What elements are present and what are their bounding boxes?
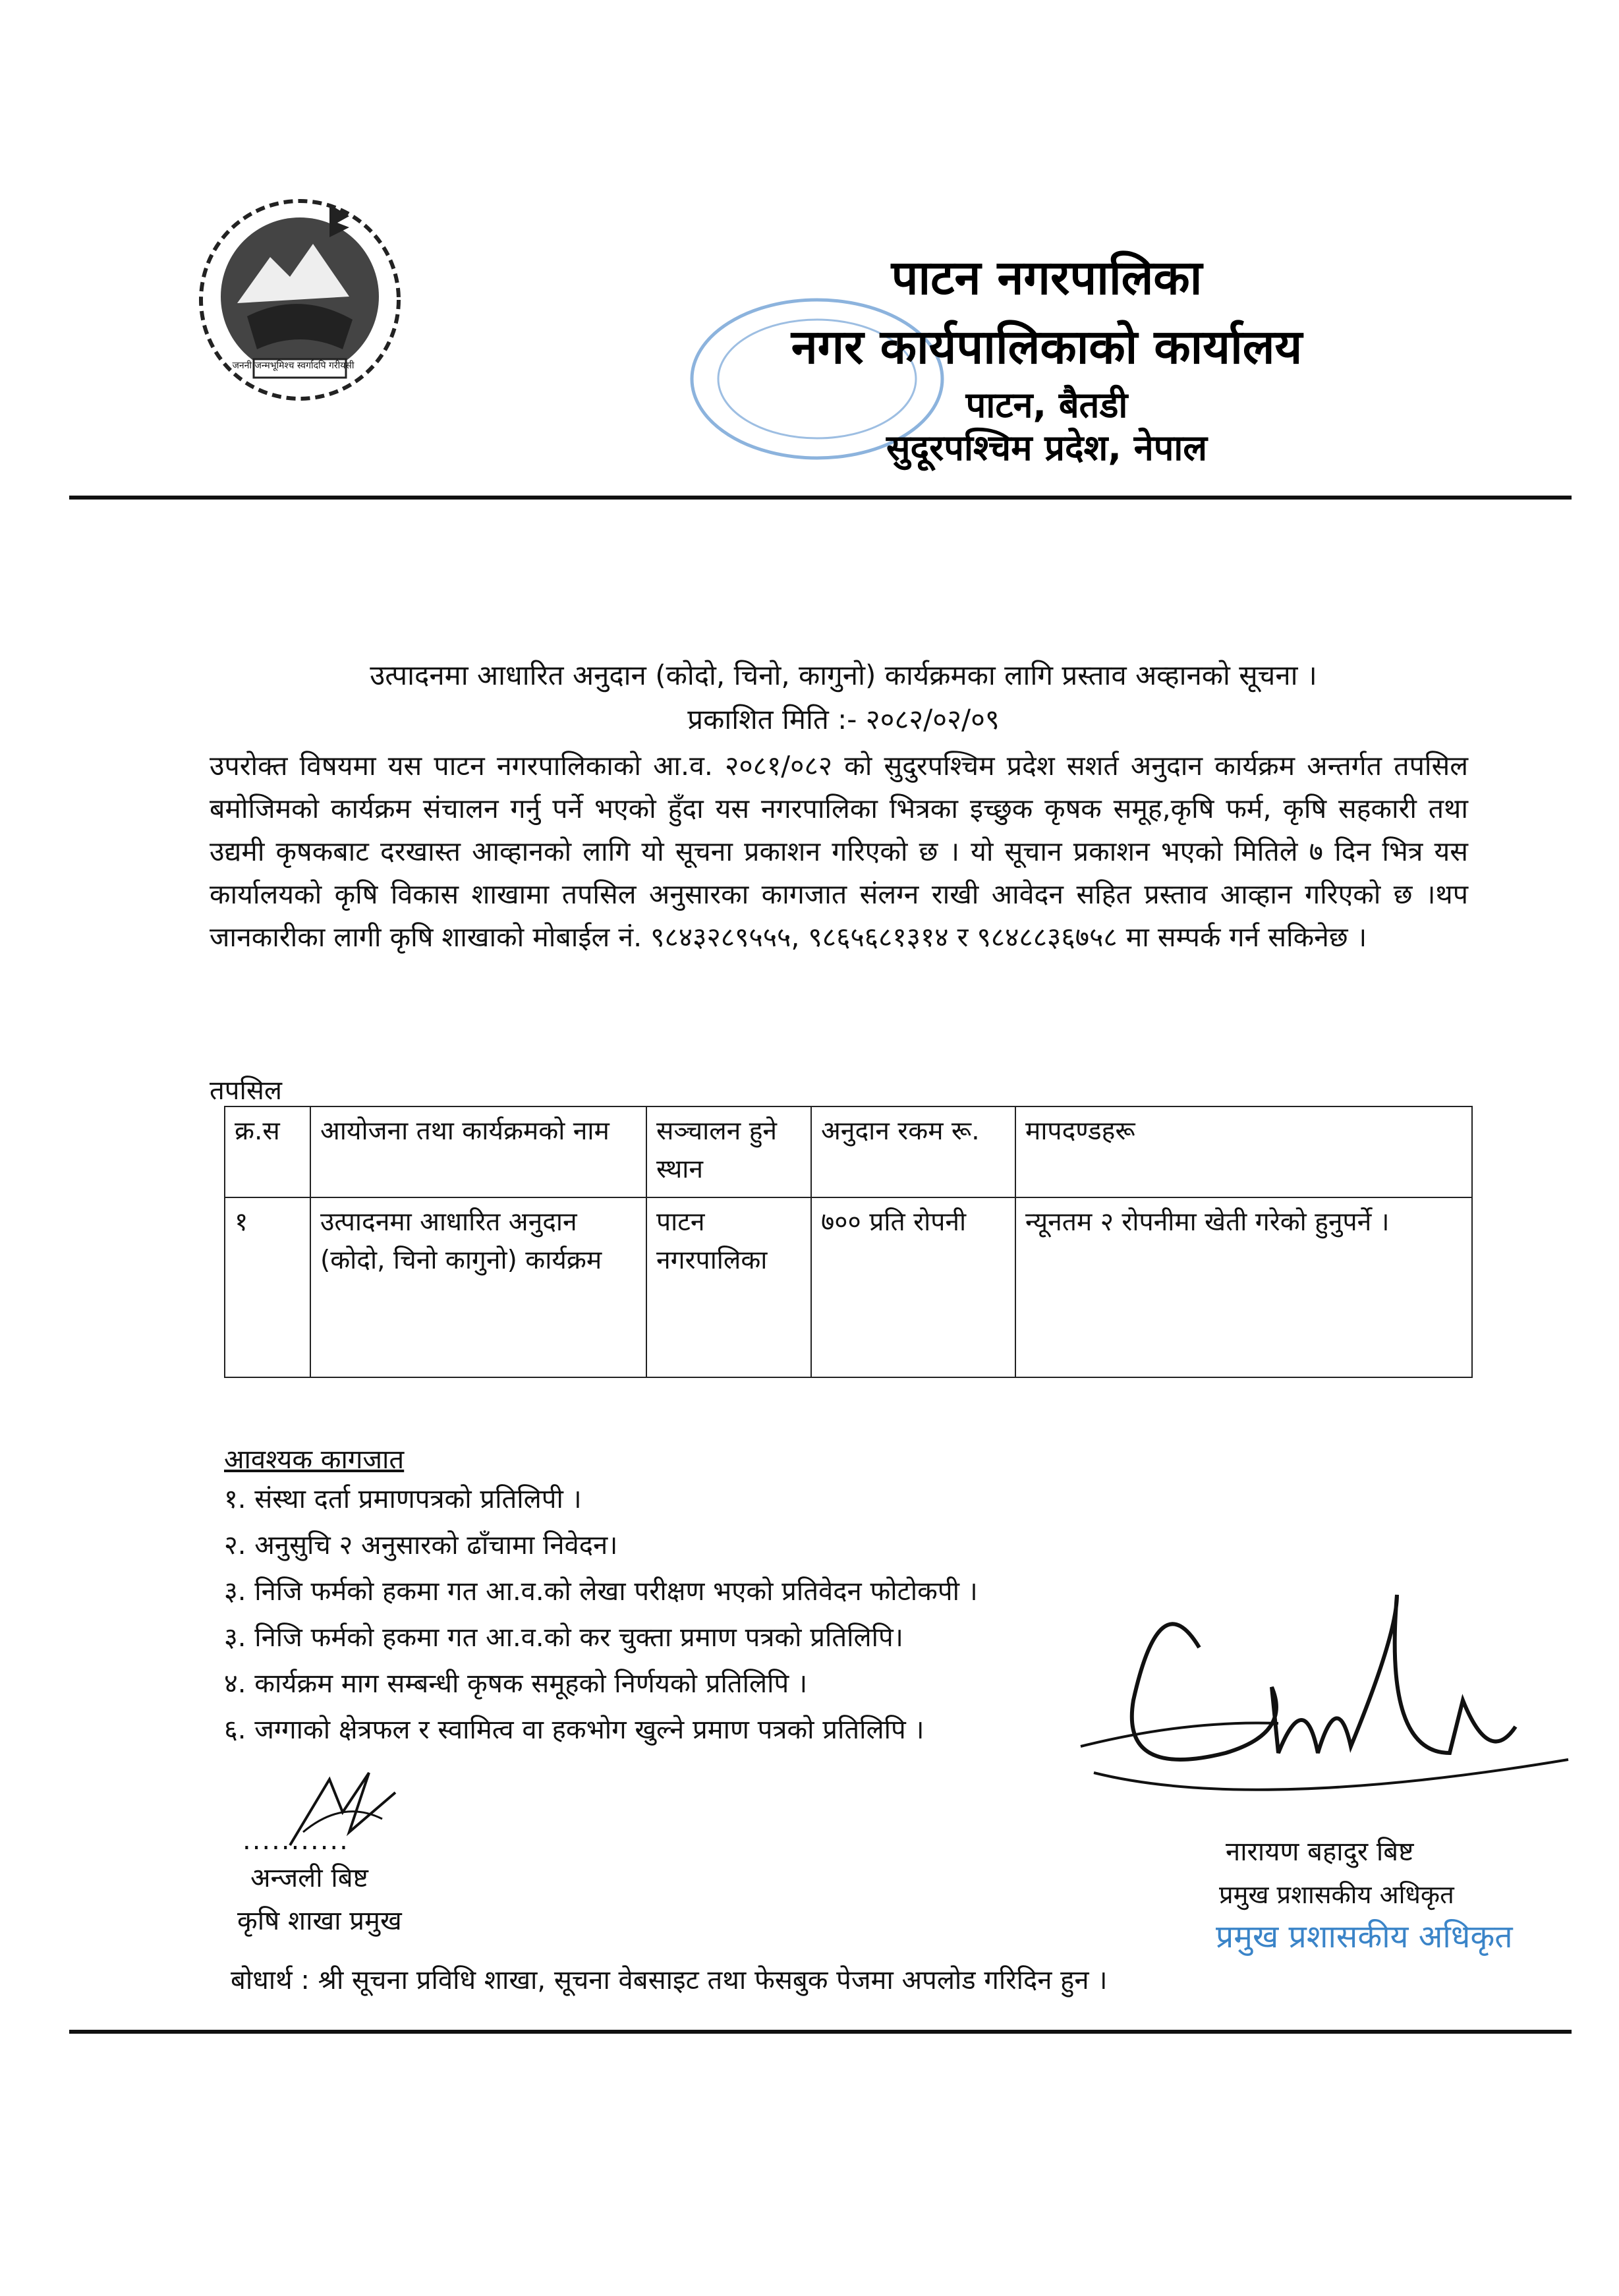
designation-stamp: प्रमुख प्रशासकीय अधिकृत [1216, 1918, 1513, 1955]
municipality-name: पाटन नगरपालिका [891, 250, 1203, 305]
signatory-left-name: अन्जली बिष्ट [250, 1863, 368, 1893]
signature-right-icon [1054, 1555, 1581, 1832]
signature-line: ........... [242, 1825, 349, 1856]
col-header-amount: अनुदान रकम रू. [811, 1106, 1015, 1197]
list-item: १. संस्था दर्ता प्रमाणपत्रको प्रतिलिपी । [224, 1484, 582, 1514]
notice-subject: उत्पादनमा आधारित अनुदान (कोदो, चिनो, कागुनो) कार्यक्रमका लागि प्रस्ताव अव्हानको सूचना । [370, 659, 1317, 691]
header-divider [69, 496, 1572, 500]
table-row [225, 1197, 1472, 1377]
published-date: प्रकाशित मिति :- २०८२/०२/०९ [687, 703, 1000, 735]
col-header-location: सञ्चालन हुने स्थान [646, 1106, 811, 1197]
cell-program: उत्पादनमा आधारित अनुदान (कोदो, चिनो कागुनो) कार्यक्रम [310, 1197, 646, 1377]
footnote: बोधार्थ : श्री सूचना प्रविधि शाखा, सूचना वेबसाइट तथा फेसबुक पेजमा अपलोड गरिदिन हुन । [231, 1965, 1108, 1995]
emblem-caption: जननी जन्मभूमिश्च स्वर्गादपि गरीयसी [232, 360, 355, 371]
notice-body: उपरोक्त विषयमा यस पाटन नगरपालिकाको आ.व. २०८१/०८२ को सुदुरपश्चिम प्रदेश सशर्त अनुदान कार्यक्रम अन्तर्गत तपसिल बमोजिमको कार्यक्रम संचालन गर्नु पर्ने भएको हुँदा यस नगरपालिका भित्रका इच्छुक कृषक समूह,कृषि फर्म, कृषि सहकारी तथा उद्यमी कृषकबाट दरखास्त आव्हानको लागि यो सूचना प्रकाशन गरिएको छ । यो सूचान प्रकाशन भएको मितिले ७ दिन भित्र यस कार्यालयको कृषि विकास शाखामा तपसिल अनुसारका कागजात संलग्न राखी आवेदन सहित प्रस्ताव आव्हान गरिएको छ ।थप जानकारीका लागी कृषि शाखाको मोबाईल नं. ९८४३२८९५५५, ९८६५६८१३१४ र ९८४८८३६७५८ मा सम्पर्क गर्न सकिनेछ । [210, 750, 1468, 953]
col-header-criteria: मापदण्डहरू [1015, 1106, 1472, 1197]
table-header-row [225, 1106, 1472, 1197]
office-location: पाटन, बैतडी [965, 384, 1128, 426]
list-item: ४. कार्यक्रम माग सम्बन्धी कृषक समूहको निर्णयको प्रतिलिपि । [224, 1669, 808, 1699]
documents-title: आवश्यक कागजात [224, 1445, 405, 1475]
cell-amount: ७०० प्रति रोपनी [811, 1197, 1015, 1377]
documents-list [224, 1476, 978, 1753]
province-country: सुदूरपश्चिम प्रदेश, नेपाल [886, 427, 1207, 469]
cell-location: पाटन नगरपालिका [646, 1197, 811, 1377]
col-header-program: आयोजना तथा कार्यक्रमको नाम [310, 1106, 646, 1197]
list-item: ६. जग्गाको क्षेत्रफल र स्वामित्व वा हकभोग खुल्ने प्रमाण पत्रको प्रतिलिपि । [224, 1715, 924, 1745]
list-item: २. अनुसुचि २ अनुसारको ढाँचामा निवेदन। [224, 1530, 618, 1561]
list-item: ३. निजि फर्मको हकमा गत आ.व.को लेखा परीक्षण भएको प्रतिवेदन फोटोकपी । [224, 1576, 978, 1607]
signatory-right-title: प्रमुख प्रशासकीय अधिकृत [1219, 1880, 1454, 1909]
cell-criteria: न्यूनतम २ रोपनीमा खेती गरेको हुनुपर्ने । [1015, 1197, 1472, 1377]
footer-divider [69, 2030, 1572, 2034]
tapsil-table [224, 1106, 1473, 1378]
list-item: ३. निजि फर्मको हकमा गत आ.व.को कर चुक्ता प्रमाण पत्रको प्रतिलिपि। [224, 1622, 903, 1653]
office-name: नगर कार्यपालिकाको कार्यालय [791, 319, 1303, 374]
tapsil-label: तपसिल [210, 1076, 283, 1106]
signatory-left-title: कृषि शाखा प्रमुख [237, 1906, 402, 1936]
col-header-sn: क्र.स [225, 1106, 310, 1197]
signatory-right-name: नारायण बहादुर बिष्ट [1226, 1837, 1414, 1867]
cell-sn: १ [225, 1197, 310, 1377]
